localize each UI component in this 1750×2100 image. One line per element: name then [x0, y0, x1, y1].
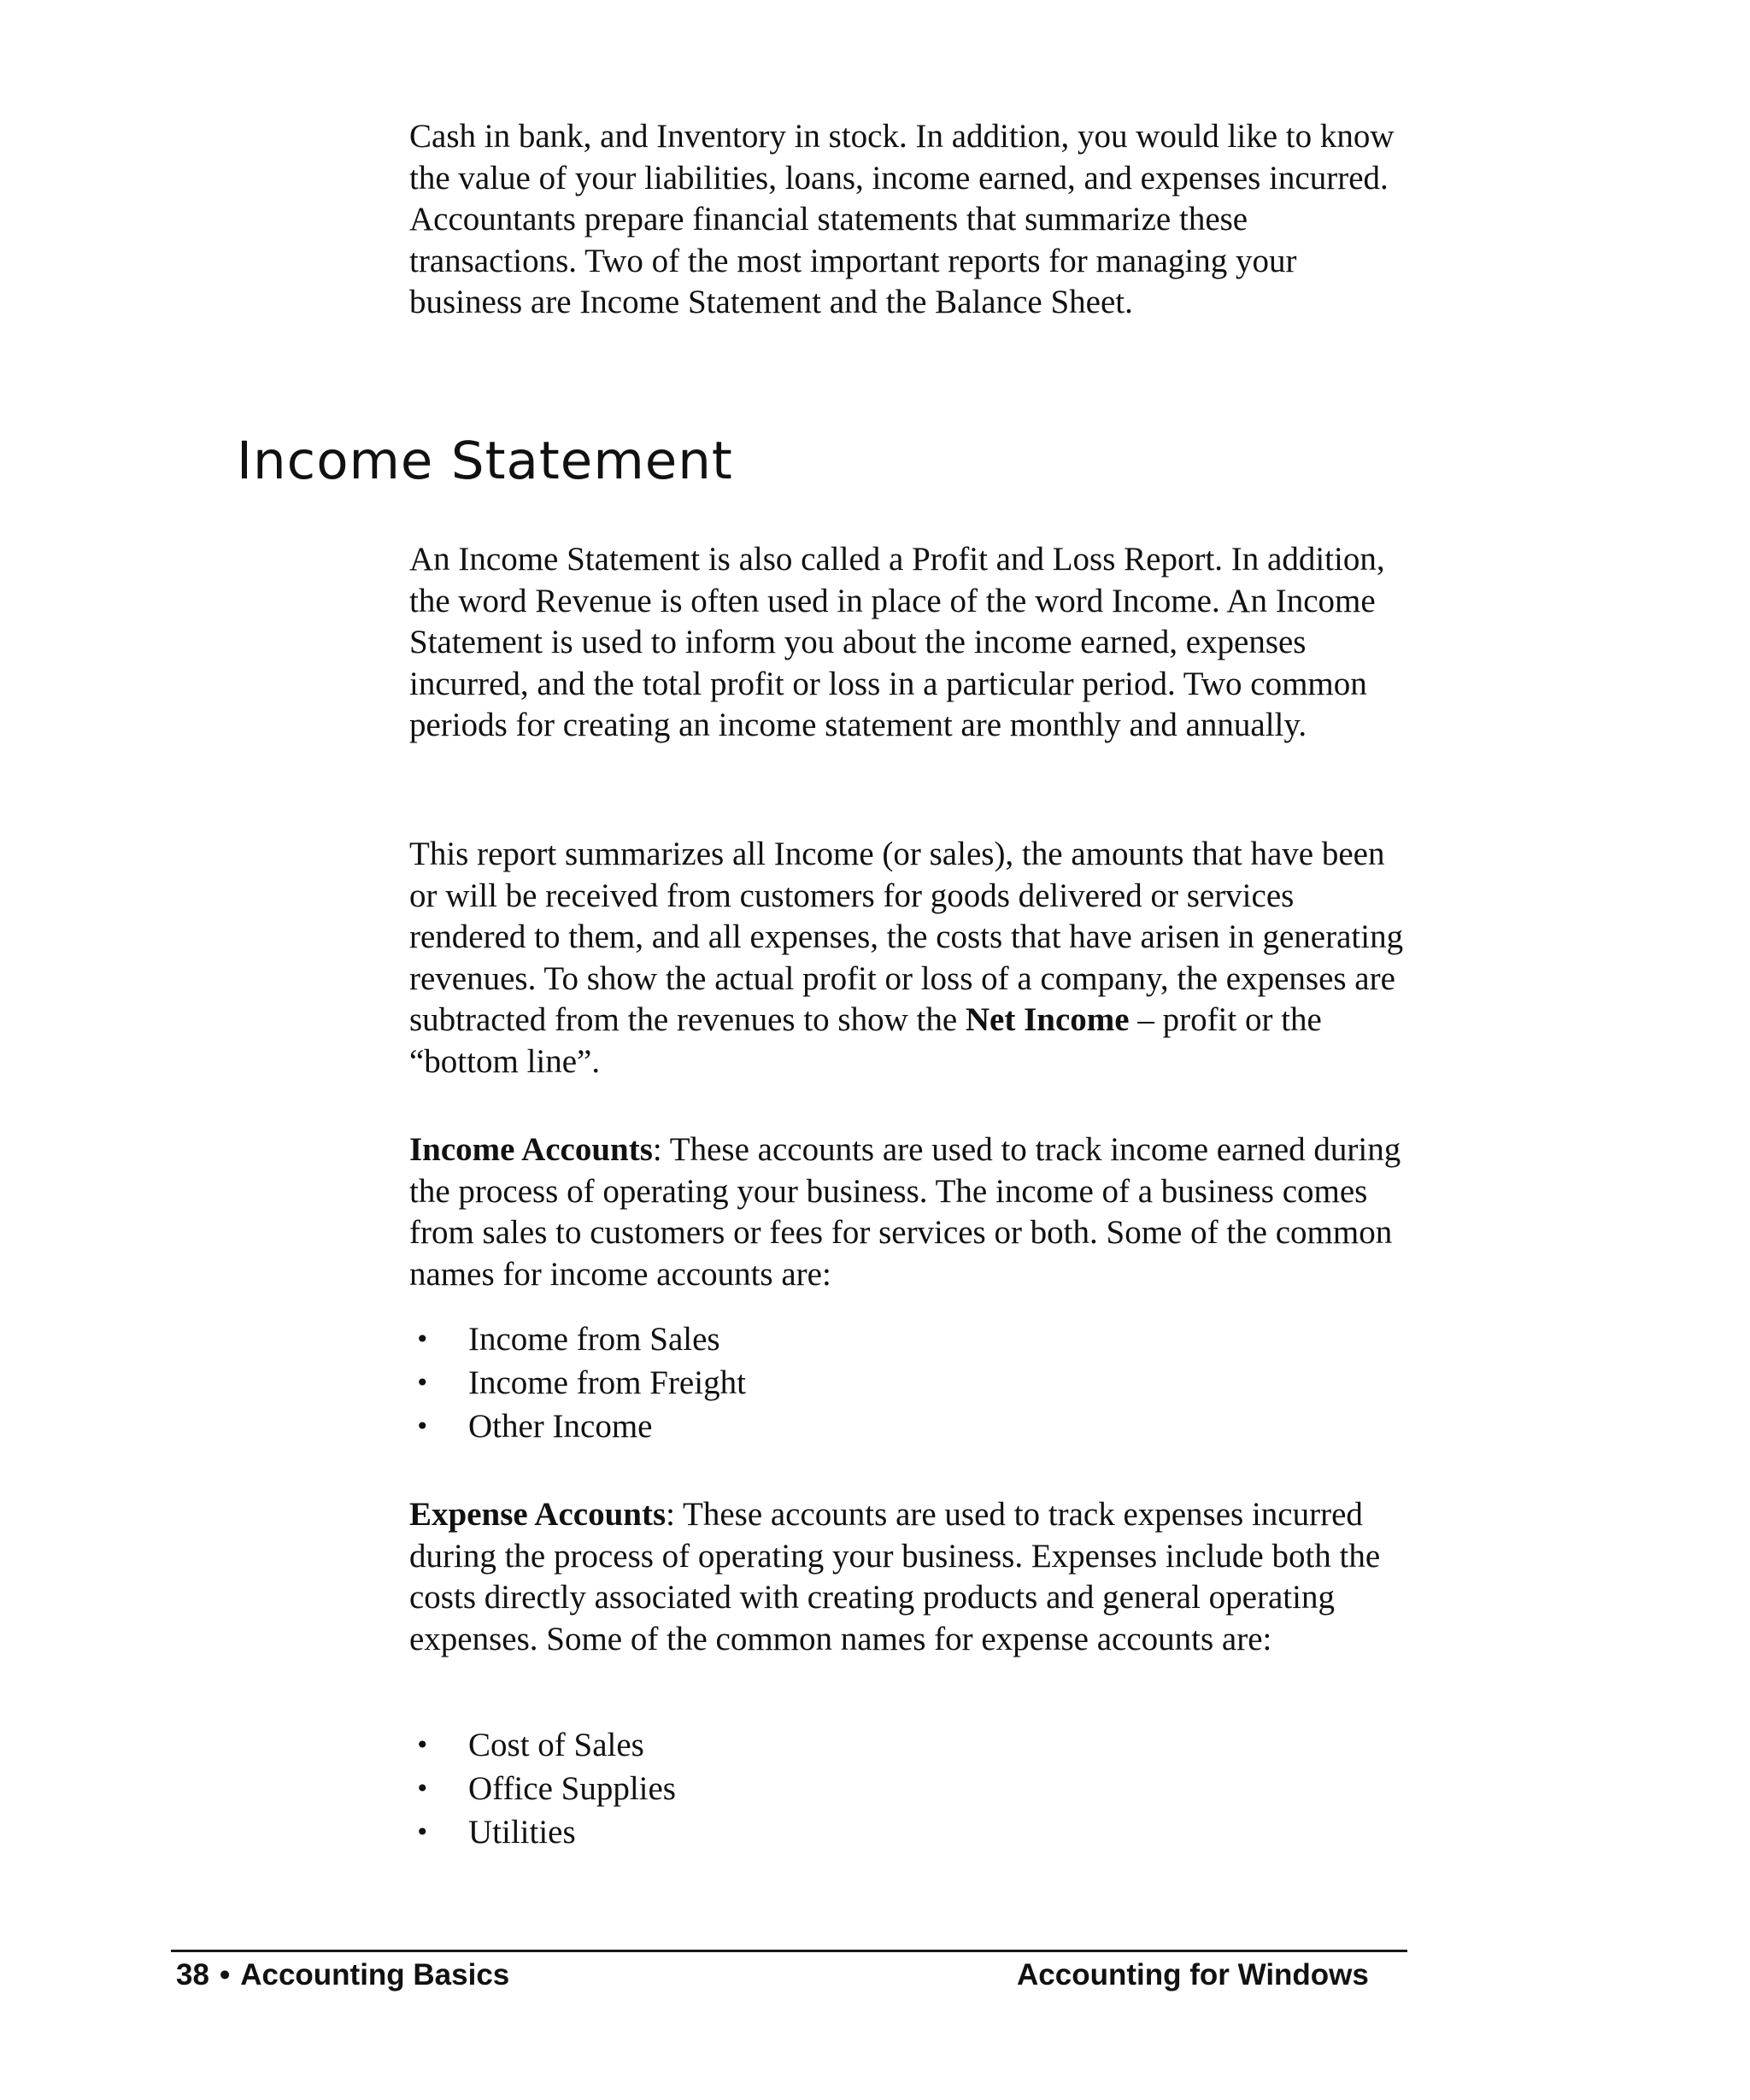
income-accounts-paragraph	[409, 1129, 1418, 1295]
list-item-label: Office Supplies	[468, 1770, 676, 1807]
list-item	[409, 1405, 1349, 1448]
chapter-title: Accounting Basics	[240, 1958, 510, 1991]
footer-page-info	[176, 1956, 509, 1995]
report-summary-tail: – profit or the “bottom line”.	[409, 1001, 1322, 1080]
bullet-icon: •	[415, 1731, 430, 1759]
footer-bullet-icon: •	[219, 1958, 231, 1991]
income-accounts-list	[409, 1317, 1349, 1448]
net-income-term: Net Income	[965, 1001, 1130, 1038]
bullet-icon: •	[415, 1325, 430, 1353]
list-item	[409, 1810, 1349, 1854]
expense-accounts-paragraph	[409, 1494, 1418, 1660]
expense-accounts-list	[409, 1723, 1349, 1854]
list-item	[409, 1723, 1349, 1767]
income-statement-paragraph: An Income Statement is also called a Profit and Loss Report. In addition, the word Revenue is often used in place of the word Income. An Income Statement is used to inform you about the income earned, expenses incurred, and the total profit or loss in a particular period. Two common periods for creating an income statement are monthly and annually.	[409, 541, 1385, 743]
footer-divider	[171, 1950, 1407, 1952]
book-title: Accounting for Windows	[1017, 1958, 1369, 1991]
section-heading: Income Statement	[237, 431, 733, 491]
list-item	[409, 1361, 1349, 1405]
income-accounts-term: Income Accounts	[409, 1131, 653, 1168]
intro-paragraph: Cash in bank, and Inventory in stock. In addition, you would like to know the value of your liabilities, loans, income earned, and expenses incurred. Accountants prepare financial statements that summarize these transactions. Two of the most important reports for managing your business are Income Statement and the Balance Sheet.	[409, 118, 1395, 320]
income-accounts-description: : These accounts are used to track income earned during the process of operating your business. The income of a business comes from sales to customers or fees for services or both. Some of the common names for income accounts are:	[409, 1131, 1401, 1293]
list-item-label: Income from Sales	[468, 1321, 720, 1358]
list-item	[409, 1767, 1349, 1810]
bullet-icon: •	[415, 1369, 430, 1397]
bullet-icon: •	[415, 1774, 430, 1803]
expense-accounts-description: : These accounts are used to track expenses incurred during the process of operating your business. Expenses include both the costs directly associated with creating products and general operating expenses. Some of the common names for expense accounts are:	[409, 1496, 1381, 1657]
page-number: 38	[176, 1958, 209, 1991]
expense-accounts-term: Expense Accounts	[409, 1496, 667, 1533]
list-item-label: Income from Freight	[468, 1364, 746, 1401]
report-summary-text: This report summarizes all Income (or sales), the amounts that have been or will be received from customers for goods delivered or services rendered to them, and all expenses, the costs that have arisen in generating revenues. To show the actual profit or loss of a company, the expenses are subtracted from the revenues to show the	[409, 836, 1404, 1038]
report-summary-paragraph	[409, 834, 1418, 1082]
list-item-label: Cost of Sales	[468, 1727, 644, 1763]
bullet-icon: •	[415, 1412, 430, 1440]
list-item-label: Utilities	[468, 1814, 576, 1851]
list-item-label: Other Income	[468, 1408, 653, 1445]
list-item	[409, 1317, 1349, 1361]
bullet-icon: •	[415, 1818, 430, 1846]
